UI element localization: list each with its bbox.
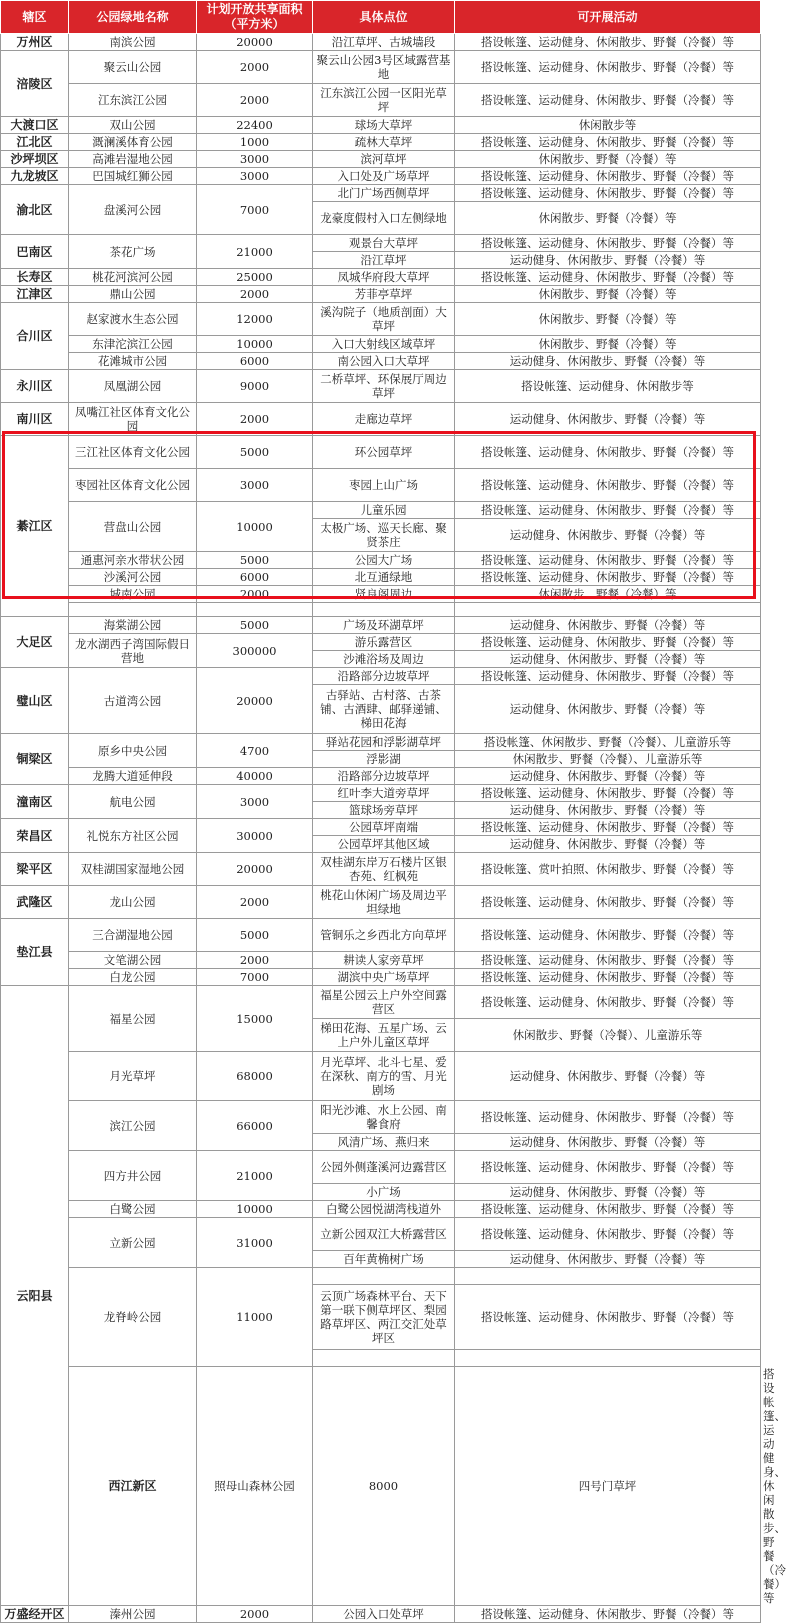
activity-cell: 运动健身、休闲散步、野餐（冷餐）等 [455, 1134, 761, 1151]
area-cell: 21000 [197, 1151, 313, 1201]
spot-cell: 枣园上山广场 [313, 469, 455, 502]
park-name-cell: 四方井公园 [69, 1151, 197, 1201]
activity-cell: 运动健身、休闲散步、野餐（冷餐）等 [455, 403, 761, 436]
spot-cell: 公园草坪南端 [313, 819, 455, 836]
spot-cell: 凤城华府段大草坪 [313, 269, 455, 286]
district-cell: 万州区 [1, 34, 69, 51]
area-cell: 2000 [197, 286, 313, 303]
table-row [1, 586, 761, 603]
spot-cell: 沿江草坪、古城墙段 [313, 34, 455, 51]
district-cell: 垫江县 [1, 919, 69, 986]
activity-cell: 搭设帐篷、运动健身、休闲散步、野餐（冷餐）等 [455, 1606, 761, 1623]
table-row [1, 1218, 761, 1251]
activity-cell: 搭设帐篷、运动健身、休闲散步、野餐（冷餐）等 [455, 84, 761, 117]
area-cell: 20000 [197, 34, 313, 51]
district-cell: 长寿区 [1, 269, 69, 286]
area-cell: 5000 [197, 436, 313, 469]
area-cell: 6000 [197, 569, 313, 586]
spot-cell: 立新公园双江大桥露营区 [313, 1218, 455, 1251]
table-row [1, 785, 761, 802]
activity-cell: 搭设帐篷、运动健身、休闲散步、野餐（冷餐）等 [455, 919, 761, 952]
spot-cell: 观景台大草坪 [313, 235, 455, 252]
table-row [1, 286, 761, 303]
activity-cell: 搭设帐篷、运动健身、休闲散步、野餐（冷餐）等 [455, 1201, 761, 1218]
area-cell: 3000 [197, 469, 313, 502]
activity-cell: 搭设帐篷、运动健身、休闲散步、野餐（冷餐）等 [455, 436, 761, 469]
district-cell: 渝北区 [1, 185, 69, 235]
table-row [1, 403, 761, 436]
activity-cell: 搭设帐篷、运动健身、休闲散步、野餐（冷餐）等 [455, 269, 761, 286]
activity-cell: 搭设帐篷、运动健身、休闲散步、野餐（冷餐）等 [455, 502, 761, 519]
area-cell: 10000 [197, 336, 313, 353]
spot-cell: 芳菲亭草坪 [313, 286, 455, 303]
district-cell: 巴南区 [1, 235, 69, 269]
table-row [1, 34, 761, 51]
activity-cell: 搭设帐篷、运动健身、休闲散步、野餐（冷餐）等 [455, 668, 761, 685]
table-row [1, 436, 761, 469]
park-name-cell: 桃花河滨河公园 [69, 269, 197, 286]
area-cell [197, 603, 313, 617]
park-name-cell: 三江社区体育文化公园 [69, 436, 197, 469]
spot-cell: 月光草坪、北斗七星、爱在深秋、南方的雪、月光剧场 [313, 1052, 455, 1101]
district-cell: 铜梁区 [1, 734, 69, 785]
spot-cell: 浮影湖 [313, 751, 455, 768]
activity-cell: 运动健身、休闲散步、野餐（冷餐）等 [455, 353, 761, 370]
table-row [1, 668, 761, 685]
area-cell: 20000 [197, 668, 313, 734]
park-name-cell: 古道湾公园 [69, 668, 197, 734]
activity-cell [455, 603, 761, 617]
activity-cell: 搭设帐篷、运动健身、休闲散步、野餐（冷餐）等 [455, 1101, 761, 1134]
park-name-cell: 凤凰湖公园 [69, 370, 197, 403]
header-spot: 具体点位 [313, 1, 455, 34]
spot-cell: 云顶广场森林平台、天下第一联下侧草坪区、梨园路草坪区、两江交汇处草坪区 [313, 1285, 455, 1350]
spot-cell: 公园大广场 [313, 552, 455, 569]
park-name-cell: 福星公园 [69, 986, 197, 1052]
area-cell: 31000 [197, 1218, 313, 1268]
spot-cell: 风清广场、燕归来 [313, 1134, 455, 1151]
table-row [1, 734, 761, 751]
area-cell: 22400 [197, 117, 313, 134]
area-cell: 15000 [197, 986, 313, 1052]
activity-cell [455, 1350, 761, 1367]
table-row [1, 1606, 761, 1623]
area-cell: 2000 [197, 886, 313, 919]
park-name-cell: 原乡中央公园 [69, 734, 197, 768]
area-cell: 2000 [197, 1606, 313, 1623]
park-name-cell: 鼎山公园 [69, 286, 197, 303]
area-cell: 5000 [197, 552, 313, 569]
area-cell: 30000 [197, 819, 313, 853]
activity-cell: 搭设帐篷、运动健身、休闲散步、野餐（冷餐）等 [455, 51, 761, 84]
area-cell: 8000 [313, 1367, 455, 1606]
activity-cell: 休闲散步、野餐（冷餐）、儿童游乐等 [455, 1019, 761, 1052]
park-name-cell: 照母山森林公园 [197, 1367, 313, 1606]
district-cell: 荣昌区 [1, 819, 69, 853]
spot-cell [313, 1268, 455, 1285]
spot-cell: 入口大射线区域草坪 [313, 336, 455, 353]
table-row [1, 1101, 761, 1134]
district-cell: 大足区 [1, 617, 69, 668]
activity-cell: 运动健身、休闲散步、野餐（冷餐）等 [455, 685, 761, 734]
spot-cell: 沿路部分边坡草坪 [313, 768, 455, 785]
area-cell: 2000 [197, 403, 313, 436]
spot-cell: 公园入口处草坪 [313, 1606, 455, 1623]
table-row [1, 353, 761, 370]
table-row [1, 986, 761, 1019]
table-row [1, 51, 761, 84]
header-area: 计划开放共享面积（平方米） [197, 1, 313, 34]
activity-cell: 搭设帐篷、运动健身、休闲散步、野餐（冷餐）等 [455, 469, 761, 502]
district-cell: 江北区 [1, 134, 69, 151]
park-name-cell: 溱州公园 [69, 1606, 197, 1623]
park-name-cell: 龙脊岭公园 [69, 1268, 197, 1367]
district-cell: 九龙坡区 [1, 168, 69, 185]
spot-cell: 太极广场、巡天长廊、聚贤茶庄 [313, 519, 455, 552]
spot-cell: 疏林大草坪 [313, 134, 455, 151]
activity-cell: 休闲散步、野餐（冷餐）、儿童游乐等 [455, 751, 761, 768]
activity-cell: 休闲散步、野餐（冷餐）等 [455, 303, 761, 336]
activity-cell: 搭设帐篷、赏叶拍照、休闲散步、野餐（冷餐）等 [455, 853, 761, 886]
activity-cell: 运动健身、休闲散步、野餐（冷餐）等 [455, 617, 761, 634]
park-name-cell: 礼悦东方社区公园 [69, 819, 197, 853]
park-name-cell: 月光草坪 [69, 1052, 197, 1101]
area-cell: 6000 [197, 353, 313, 370]
park-name-cell: 立新公园 [69, 1218, 197, 1268]
activity-cell: 运动健身、休闲散步、野餐（冷餐）等 [455, 651, 761, 668]
activity-cell: 搭设帐篷、运动健身、休闲散步、野餐（冷餐）等 [455, 952, 761, 969]
spot-cell: 二桥草坪、环保展厅周边草坪 [313, 370, 455, 403]
activity-cell: 搭设帐篷、运动健身、休闲散步、野餐（冷餐）等 [455, 168, 761, 185]
spot-cell: 管铜乐之乡西北方向草坪 [313, 919, 455, 952]
area-cell: 3000 [197, 151, 313, 168]
spot-cell: 阳光沙滩、水上公园、南馨食府 [313, 1101, 455, 1134]
activity-cell: 搭设帐篷、运动健身、休闲散步等 [455, 370, 761, 403]
table-row [1, 151, 761, 168]
park-name-cell: 双桂湖国家湿地公园 [69, 853, 197, 886]
park-name-cell: 白鹭公园 [69, 1201, 197, 1218]
table-row [1, 185, 761, 202]
activity-cell: 运动健身、休闲散步、野餐（冷餐）等 [455, 1052, 761, 1101]
park-name-cell: 花滩城市公园 [69, 353, 197, 370]
spot-cell: 小广场 [313, 1184, 455, 1201]
table-row [1, 502, 761, 519]
district-cell: 潼南区 [1, 785, 69, 819]
district-cell: 大渡口区 [1, 117, 69, 134]
area-cell: 5000 [197, 617, 313, 634]
table-row: 西江新区 照母山森林公园 8000 四号门草坪 搭设帐篷、运动健身、休闲散步、野餐（冷餐）等 [1, 1367, 761, 1606]
spot-cell: 南公园入口大草坪 [313, 353, 455, 370]
table-row [1, 1201, 761, 1218]
table-row [1, 469, 761, 502]
spot-cell: 聚云山公园3号区域露营基地 [313, 51, 455, 84]
district-cell: 永川区 [1, 370, 69, 403]
area-cell: 4700 [197, 734, 313, 768]
area-cell: 1000 [197, 134, 313, 151]
activity-cell: 搭设帐篷、运动健身、休闲散步、野餐（冷餐）等 [455, 785, 761, 802]
activity-cell: 休闲散步、野餐（冷餐）等 [455, 286, 761, 303]
header-activity: 可开展活动 [455, 1, 761, 34]
table-row [1, 84, 761, 117]
table-row [1, 569, 761, 586]
area-cell: 11000 [197, 1268, 313, 1367]
activity-cell: 搭设帐篷、运动健身、休闲散步、野餐（冷餐）等 [455, 1218, 761, 1251]
spot-cell: 儿童乐园 [313, 502, 455, 519]
spot-cell: 游乐露营区 [313, 634, 455, 651]
activity-cell: 运动健身、休闲散步、野餐（冷餐）等 [455, 519, 761, 552]
activity-cell: 搭设帐篷、运动健身、休闲散步、野餐（冷餐）等 [455, 634, 761, 651]
activity-cell: 运动健身、休闲散步、野餐（冷餐）等 [455, 1184, 761, 1201]
spot-cell: 篮球场旁草坪 [313, 802, 455, 819]
activity-cell: 搭设帐篷、运动健身、休闲散步、野餐（冷餐）等 [455, 569, 761, 586]
table-row [1, 235, 761, 252]
district-cell: 沙坪坝区 [1, 151, 69, 168]
area-cell: 40000 [197, 768, 313, 785]
activity-cell: 休闲散步、野餐（冷餐）等 [455, 202, 761, 235]
spot-cell: 走廊边草坪 [313, 403, 455, 436]
park-name-cell: 龙水湖西子湾国际假日营地 [69, 634, 197, 668]
activity-cell: 休闲散步、野餐（冷餐）等 [455, 151, 761, 168]
table-row [1, 952, 761, 969]
activity-cell: 搭设帐篷、运动健身、休闲散步、野餐（冷餐）等 [455, 819, 761, 836]
activity-cell: 运动健身、休闲散步、野餐（冷餐）等 [455, 252, 761, 269]
spot-cell: 红叶李大道旁草坪 [313, 785, 455, 802]
area-cell: 20000 [197, 853, 313, 886]
district-cell: 綦江区 [1, 436, 69, 617]
area-cell: 7000 [197, 185, 313, 235]
table-row [1, 1151, 761, 1184]
table-row [1, 603, 761, 617]
district-cell: 万盛经开区 [1, 1606, 69, 1623]
park-name-cell: 溉澜溪体育公园 [69, 134, 197, 151]
area-cell: 2000 [197, 586, 313, 603]
table-row [1, 552, 761, 569]
table-row [1, 269, 761, 286]
spot-cell: 公园草坪其他区域 [313, 836, 455, 853]
spot-cell: 广场及环湖草坪 [313, 617, 455, 634]
district-cell: 合川区 [1, 303, 69, 370]
area-cell: 2000 [197, 84, 313, 117]
activity-cell: 运动健身、休闲散步、野餐（冷餐）等 [455, 836, 761, 853]
table-row [1, 1268, 761, 1285]
park-name-cell: 文笔湖公园 [69, 952, 197, 969]
table-header-row [1, 1, 761, 34]
area-cell: 300000 [197, 634, 313, 668]
table-row [1, 134, 761, 151]
activity-cell: 搭设帐篷、运动健身、休闲散步、野餐（冷餐）等 [455, 1285, 761, 1350]
area-cell: 3000 [197, 168, 313, 185]
spot-cell: 双桂湖东岸万石楼片区银杏苑、红枫苑 [313, 853, 455, 886]
header-park-name: 公园绿地名称 [69, 1, 197, 34]
table-row [1, 336, 761, 353]
activity-cell: 休闲散步、野餐（冷餐）等 [455, 336, 761, 353]
area-cell: 10000 [197, 1201, 313, 1218]
district-cell: 江津区 [1, 286, 69, 303]
park-name-cell: 航电公园 [69, 785, 197, 819]
park-name-cell: 赵家渡水生态公园 [69, 303, 197, 336]
park-name-cell: 枣园社区体育文化公园 [69, 469, 197, 502]
table-row [1, 303, 761, 336]
activity-cell: 搭设帐篷、休闲散步、野餐（冷餐）、儿童游乐等 [455, 734, 761, 751]
table-row [1, 768, 761, 785]
spot-cell: 公园外侧蓬溪河边露营区 [313, 1151, 455, 1184]
spot-cell: 百年黄桷树广场 [313, 1251, 455, 1268]
table-row [1, 617, 761, 634]
area-cell: 10000 [197, 502, 313, 552]
table-row [1, 969, 761, 986]
activity-cell [455, 1268, 761, 1285]
table-row [1, 853, 761, 886]
area-cell: 68000 [197, 1052, 313, 1101]
spot-cell: 沿江草坪 [313, 252, 455, 269]
park-name-cell: 东津沱滨江公园 [69, 336, 197, 353]
area-cell: 2000 [197, 51, 313, 84]
spot-cell: 福星公园云上户外空间露营区 [313, 986, 455, 1019]
spot-cell [313, 603, 455, 617]
spot-cell: 白鹭公园悦湖湾栈道外 [313, 1201, 455, 1218]
table-row [1, 168, 761, 185]
activity-cell: 运动健身、休闲散步、野餐（冷餐）等 [455, 768, 761, 785]
area-cell: 2000 [197, 952, 313, 969]
park-name-cell [69, 603, 197, 617]
table-row [1, 919, 761, 952]
table-body [1, 34, 786, 1623]
activity-cell: 搭设帐篷、运动健身、休闲散步、野餐（冷餐）等 [455, 969, 761, 986]
park-name-cell: 龙山公园 [69, 886, 197, 919]
park-name-cell: 营盘山公园 [69, 502, 197, 552]
table-row [1, 634, 761, 651]
activity-cell: 运动健身、休闲散步、野餐（冷餐）等 [455, 1251, 761, 1268]
district-cell: 璧山区 [1, 668, 69, 734]
header-district: 辖区 [1, 1, 69, 34]
area-cell: 9000 [197, 370, 313, 403]
park-name-cell: 龙腾大道延伸段 [69, 768, 197, 785]
park-name-cell: 双山公园 [69, 117, 197, 134]
activity-cell: 搭设帐篷、运动健身、休闲散步、野餐（冷餐）等 [455, 134, 761, 151]
spot-cell: 四号门草坪 [455, 1367, 761, 1606]
district-cell: 南川区 [1, 403, 69, 436]
park-name-cell: 滨江公园 [69, 1101, 197, 1151]
area-cell: 12000 [197, 303, 313, 336]
activity-cell: 休闲散步、野餐（冷餐）等 [455, 586, 761, 603]
activity-cell: 搭设帐篷、运动健身、休闲散步、野餐（冷餐）等 [455, 185, 761, 202]
area-cell: 21000 [197, 235, 313, 269]
spot-cell: 沙滩浴场及周边 [313, 651, 455, 668]
table-row [1, 886, 761, 919]
park-name-cell: 城南公园 [69, 586, 197, 603]
activity-cell: 搭设帐篷、运动健身、休闲散步、野餐（冷餐）等 [455, 986, 761, 1019]
table-row [1, 370, 761, 403]
spot-cell [313, 1350, 455, 1367]
park-name-cell: 江东滨江公园 [69, 84, 197, 117]
spot-cell: 溪沟院子（地质剖面）大草坪 [313, 303, 455, 336]
table-row [1, 117, 761, 134]
district-cell: 梁平区 [1, 853, 69, 886]
area-cell: 5000 [197, 919, 313, 952]
activity-cell: 运动健身、休闲散步、野餐（冷餐）等 [455, 802, 761, 819]
park-name-cell: 聚云山公园 [69, 51, 197, 84]
area-cell: 7000 [197, 969, 313, 986]
park-name-cell: 凤嘴江社区体育文化公园 [69, 403, 197, 436]
spot-cell: 北门广场西侧草坪 [313, 185, 455, 202]
spot-cell: 耕读人家旁草坪 [313, 952, 455, 969]
park-name-cell: 沙溪河公园 [69, 569, 197, 586]
table-row [1, 1052, 761, 1101]
spot-cell: 湖滨中央广场草坪 [313, 969, 455, 986]
district-cell: 云阳县 [1, 986, 69, 1606]
spot-cell: 球场大草坪 [313, 117, 455, 134]
park-name-cell: 茶花广场 [69, 235, 197, 269]
spot-cell: 龙豪度假村入口左侧绿地 [313, 202, 455, 235]
spot-cell: 北互通绿地 [313, 569, 455, 586]
park-name-cell: 三合湖湿地公园 [69, 919, 197, 952]
activity-cell: 搭设帐篷、运动健身、休闲散步、野餐（冷餐）等 [455, 34, 761, 51]
park-name-cell: 盘溪河公园 [69, 185, 197, 235]
table-row [1, 819, 761, 836]
park-name-cell: 巴国城红狮公园 [69, 168, 197, 185]
spot-cell: 滨河草坪 [313, 151, 455, 168]
activity-cell: 搭设帐篷、运动健身、休闲散步、野餐（冷餐）等 [455, 552, 761, 569]
spot-cell: 入口处及广场草坪 [313, 168, 455, 185]
park-name-cell: 高滩岩湿地公园 [69, 151, 197, 168]
activity-cell: 搭设帐篷、运动健身、休闲散步、野餐（冷餐）等 [455, 1151, 761, 1184]
district-cell: 武隆区 [1, 886, 69, 919]
park-name-cell: 南滨公园 [69, 34, 197, 51]
district-cell: 涪陵区 [1, 51, 69, 117]
spot-cell: 贤良阁周边 [313, 586, 455, 603]
area-cell: 3000 [197, 785, 313, 819]
spot-cell: 江东滨江公园一区阳光草坪 [313, 84, 455, 117]
activity-cell: 搭设帐篷、运动健身、休闲散步、野餐（冷餐）等 [455, 886, 761, 919]
park-name-cell: 海棠湖公园 [69, 617, 197, 634]
district-cell: 西江新区 [69, 1367, 197, 1606]
park-name-cell: 白龙公园 [69, 969, 197, 986]
area-cell: 66000 [197, 1101, 313, 1151]
spot-cell: 古驿站、古村落、古茶铺、古酒肆、邮驿递铺、梯田花海 [313, 685, 455, 734]
spot-cell: 梯田花海、五星广场、云上户外儿童区草坪 [313, 1019, 455, 1052]
activity-cell: 休闲散步等 [455, 117, 761, 134]
area-cell: 25000 [197, 269, 313, 286]
spot-cell: 桃花山休闲广场及周边平坦绿地 [313, 886, 455, 919]
activity-cell: 搭设帐篷、运动健身、休闲散步、野餐（冷餐）等 [455, 235, 761, 252]
spot-cell: 驿站花园和浮影湖草坪 [313, 734, 455, 751]
park-name-cell: 通惠河亲水带状公园 [69, 552, 197, 569]
spot-cell: 沿路部分边坡草坪 [313, 668, 455, 685]
spot-cell: 环公园草坪 [313, 436, 455, 469]
